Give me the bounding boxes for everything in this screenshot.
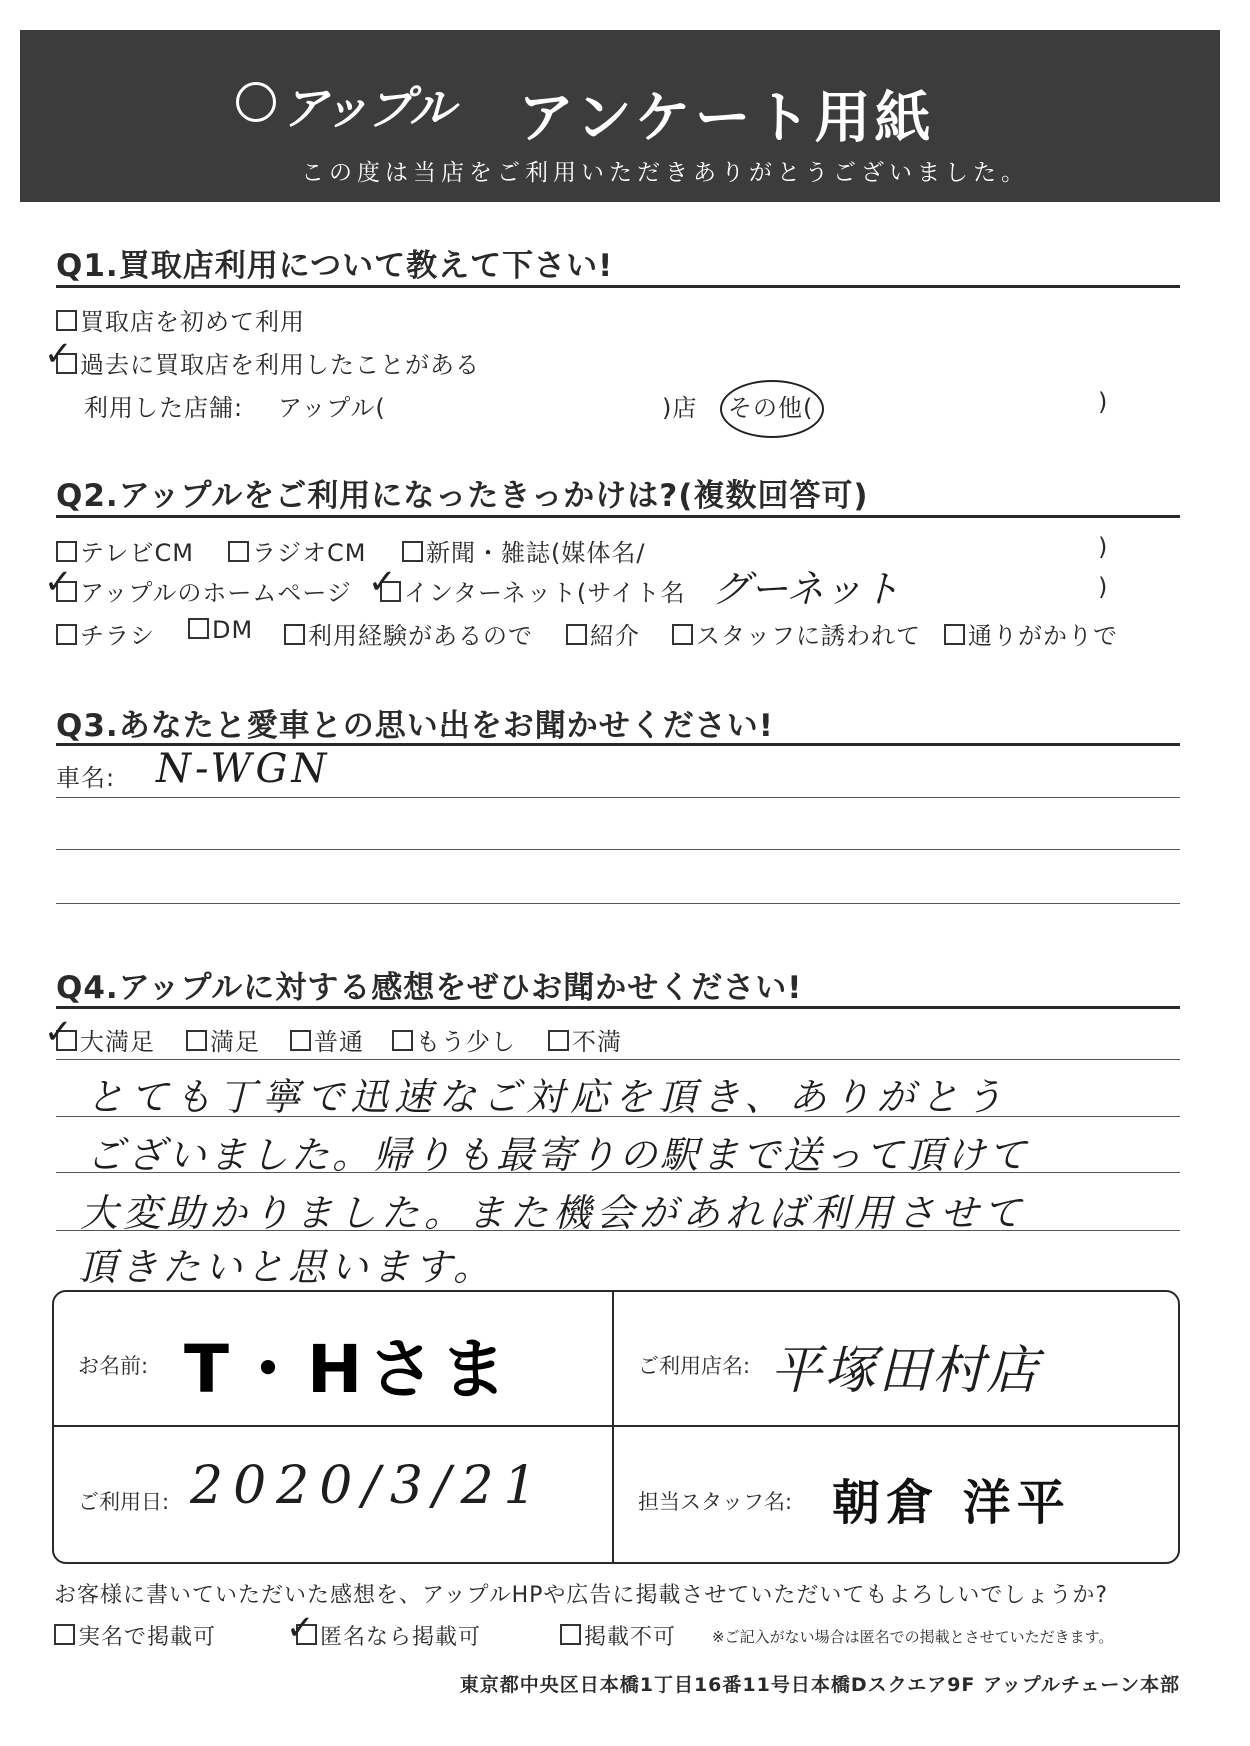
checkbox-icon[interactable] (548, 1030, 569, 1051)
q1-store-label: 利用した店舗: (84, 394, 244, 422)
q3-title: Q3.あなたと愛車との思い出をお聞かせください! (56, 708, 774, 744)
consent-option-not-allowed[interactable]: 掲載不可 (560, 1620, 676, 1651)
q1-rule (56, 285, 1180, 288)
check-mark-icon: ✓ (44, 1012, 73, 1052)
q4-comment-line: 頂きたいと思います。 (78, 1245, 495, 1289)
divider (54, 1425, 1178, 1427)
q2-option-passing-by[interactable]: 通りがかりで (944, 616, 1118, 651)
brand-logo: アップル (282, 72, 453, 138)
q4-rating-normal[interactable]: 普通 (290, 1022, 364, 1057)
checkbox-icon[interactable] (228, 541, 249, 562)
checkbox-icon[interactable] (402, 541, 423, 562)
check-mark-icon: ✓ (368, 562, 397, 602)
consent-option-anonymous[interactable]: 匿名なら掲載可 (296, 1620, 481, 1651)
checkbox-icon[interactable] (56, 310, 77, 331)
checkbox-icon[interactable] (56, 624, 77, 645)
q1-store-apple: アップル( (278, 394, 386, 422)
q1-option-first-time[interactable]: 買取店を初めて利用 (56, 302, 305, 337)
q2-option-referral[interactable]: 紹介 (566, 616, 640, 651)
q1-title: Q1.買取店利用について教えて下さい! (56, 248, 614, 284)
q3-line (56, 797, 1180, 798)
customer-info-box (52, 1290, 1180, 1564)
q4-line (56, 1116, 1180, 1117)
q3-line (56, 849, 1180, 850)
check-mark-icon: ✓ (44, 562, 73, 602)
checkbox-icon[interactable] (284, 624, 305, 645)
q2-rule (56, 515, 1180, 518)
q1-store-other-close: ) (1098, 388, 1109, 416)
q4-comment-line: 大変助かりました。また機会があれば利用させて (80, 1191, 1027, 1235)
q2-row1-close: ) (1098, 533, 1109, 561)
q2-option-newspaper[interactable]: 新聞・雑誌(媒体名/ (402, 533, 645, 568)
q2-option-homepage[interactable]: アップルのホームページ (56, 573, 352, 608)
checkbox-icon[interactable] (186, 1030, 207, 1051)
q2-site-name-handwritten: グーネット (712, 567, 901, 611)
q4-rating-a-little-more[interactable]: もう少し (392, 1022, 516, 1057)
checkbox-icon[interactable] (566, 624, 587, 645)
check-mark-icon: ✓ (44, 334, 73, 374)
store-name-value: 平塚田村店 (770, 1341, 1041, 1401)
q2-option-radio[interactable]: ラジオCM (228, 533, 366, 568)
checkbox-icon[interactable] (290, 1030, 311, 1051)
checkbox-icon[interactable] (54, 1624, 75, 1645)
q2-title: Q2.アップルをご利用になったきっかけは?(複数回答可) (56, 478, 869, 514)
q4-title: Q4.アップルに対する感想をぜひお聞かせください! (56, 970, 803, 1006)
q4-rating-dissatisfied[interactable]: 不満 (548, 1022, 622, 1057)
q4-rating-satisfied[interactable]: 満足 (186, 1022, 260, 1057)
checkbox-icon[interactable] (188, 618, 209, 639)
q2-option-experience[interactable]: 利用経験があるので (284, 616, 533, 651)
store-name-label: ご利用店名: (638, 1354, 751, 1378)
q2-option-tv[interactable]: テレビCM (56, 533, 194, 568)
q4-comment-line: とても丁寧で迅速なご対応を頂き、ありがとう (86, 1075, 1009, 1119)
q3-line (56, 903, 1180, 904)
q3-car-name-handwritten: N-WGN (156, 746, 331, 792)
q1-store-apple-close: )店 (662, 394, 698, 422)
check-mark-icon: ✓ (286, 1608, 315, 1648)
q4-rating-very-satisfied[interactable]: 大満足 (56, 1022, 155, 1057)
q3-car-label: 車名: (56, 764, 116, 792)
form-title: アンケート用紙 (518, 86, 935, 151)
checkbox-icon[interactable] (56, 541, 77, 562)
q4-rule (56, 1006, 1180, 1009)
consent-option-real-name[interactable]: 実名で掲載可 (54, 1620, 216, 1651)
checkbox-icon[interactable] (944, 624, 965, 645)
q2-row2-close: ) (1098, 573, 1109, 601)
q4-line (56, 1059, 1180, 1060)
q2-option-internet[interactable]: インターネット(サイト名 (380, 573, 686, 608)
q2-option-dm[interactable]: DM (188, 616, 253, 644)
divider (612, 1292, 614, 1562)
checkbox-icon[interactable] (392, 1030, 413, 1051)
header-banner (20, 30, 1220, 202)
checkbox-icon[interactable] (672, 624, 693, 645)
apple-logo-icon (236, 82, 276, 122)
q1-store-other: その他( (728, 394, 814, 422)
name-label: お名前: (78, 1354, 149, 1378)
date-value: 2020/3/21 (190, 1456, 547, 1516)
footer-address: 東京都中央区日本橋1丁目16番11号日本橋Dスクエア9F アップルチェーン本部 (459, 1674, 1180, 1696)
q4-line (56, 1230, 1180, 1231)
name-value: T・Hさま (184, 1331, 513, 1408)
staff-name-label: 担当スタッフ名: (638, 1490, 793, 1514)
checkbox-icon[interactable] (560, 1624, 581, 1645)
q1-option-used-before[interactable]: 過去に買取店を利用したことがある (56, 345, 480, 380)
q2-option-staff[interactable]: スタッフに誘われて (672, 616, 921, 651)
date-label: ご利用日: (78, 1490, 170, 1514)
consent-note: ※ご記入がない場合は匿名での掲載とさせていただきます。 (712, 1628, 1114, 1646)
q2-option-flyer[interactable]: チラシ (56, 616, 155, 651)
q4-comment-line: ございました。帰りも最寄りの駅まで送って頂けて (86, 1133, 1030, 1177)
form-subtitle: この度は当店をご利用いただきありがとうございました。 (301, 160, 1029, 186)
consent-question: お客様に書いていただいた感想を、アップルHPや広告に掲載させていただいてもよろしいでしょうか? (54, 1583, 1109, 1608)
staff-name-value: 朝倉 洋平 (832, 1475, 1071, 1531)
q4-line (56, 1172, 1180, 1173)
